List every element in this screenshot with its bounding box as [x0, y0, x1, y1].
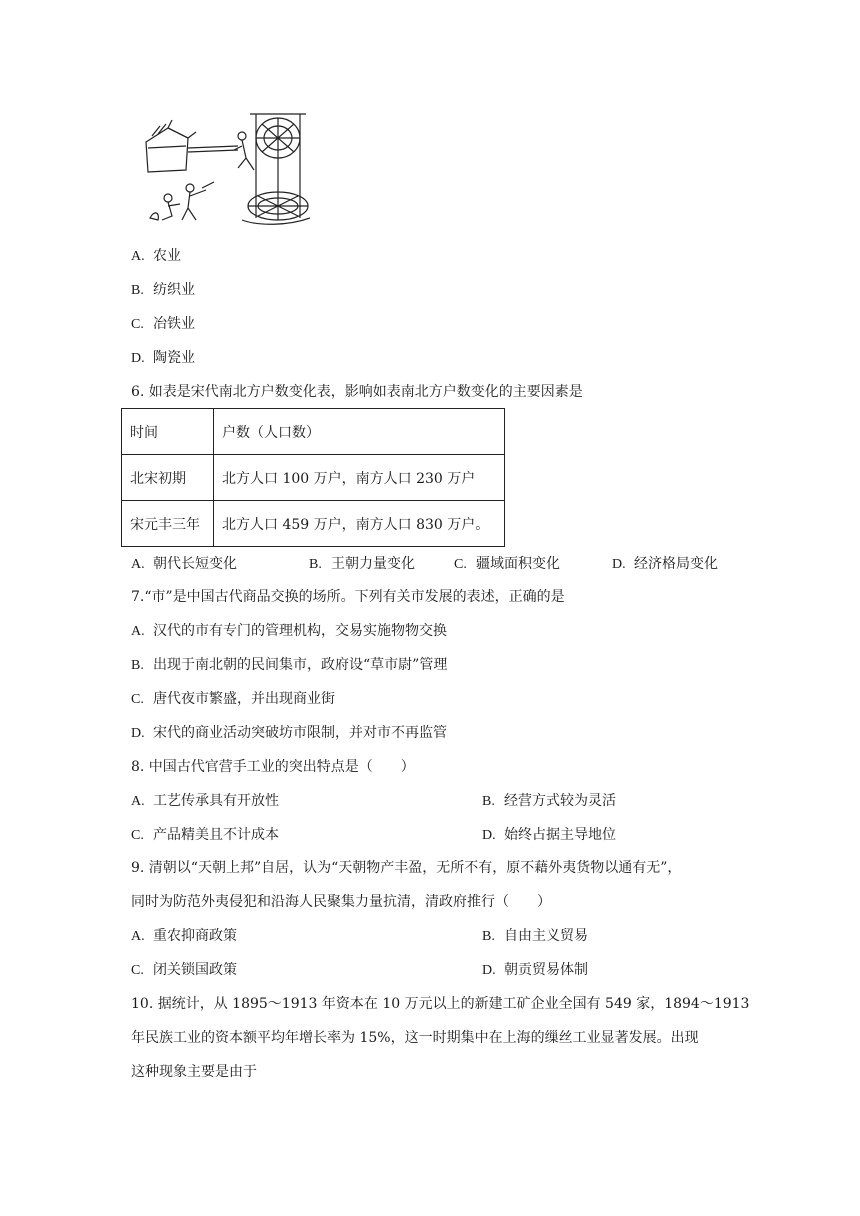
q5-option-d[interactable]: D. 陶瓷业: [131, 350, 195, 366]
q7-stem: 7.“市”是中国古代商品交换的场所。下列有关市发展的表述，正确的是: [131, 589, 565, 605]
q10-stem-line-2: 年民族工业的资本额平均年增长率为 15%，这一时期集中在上海的缫丝工业显著发展。出现: [131, 1030, 699, 1046]
table-header-cell: 户数（人口数）: [214, 409, 505, 455]
q7-option-d[interactable]: D. 宋代的商业活动突破坊市限制，并对市不再监管: [131, 725, 447, 741]
table-cell: 北方人口 459 万户，南方人口 830 万户。: [214, 501, 505, 547]
q6-option-a[interactable]: A. 朝代长短变化: [131, 556, 237, 572]
q7-option-c[interactable]: C. 唐代夜市繁盛，并出现商业街: [131, 691, 335, 707]
ancient-smelting-illustration: [138, 108, 310, 232]
table-cell: 北宋初期: [122, 455, 214, 501]
q8-option-b[interactable]: B. 经营方式较为灵活: [482, 793, 616, 809]
table-row: [122, 455, 505, 501]
q8-option-a[interactable]: A. 工艺传承具有开放性: [131, 793, 279, 809]
table-header-cell: 时间: [122, 409, 214, 455]
q6-option-c[interactable]: C. 疆域面积变化: [454, 556, 560, 572]
table-cell: 北方人口 100 万户，南方人口 230 万户: [214, 455, 505, 501]
q9-option-a[interactable]: A. 重农抑商政策: [131, 928, 237, 944]
q7-option-b[interactable]: B. 出现于南北朝的民间集市，政府设“草市尉”管理: [131, 657, 448, 673]
q8-stem: 8. 中国古代官营手工业的突出特点是（ ）: [131, 759, 415, 775]
q6-option-b[interactable]: B. 王朝力量变化: [309, 556, 415, 572]
q5-option-c[interactable]: C. 冶铁业: [131, 316, 195, 332]
q8-option-d[interactable]: D. 始终占据主导地位: [482, 827, 616, 843]
table-cell: 宋元丰三年: [122, 501, 214, 547]
q6-stem: 6. 如表是宋代南北方户数变化表，影响如表南北方户数变化的主要因素是: [131, 384, 583, 400]
q5-option-a[interactable]: A. 农业: [131, 248, 181, 264]
q5-option-b[interactable]: B. 纺织业: [131, 282, 195, 298]
q9-option-c[interactable]: C. 闭关锁国政策: [131, 962, 237, 978]
table-row: [122, 501, 505, 547]
table-row: [122, 409, 505, 455]
q10-stem-line-1: 10. 据统计，从 1895～1913 年资本在 10 万元以上的新建工矿企业全国有 549 家，1894～1913: [131, 996, 750, 1012]
q9-option-d[interactable]: D. 朝贡贸易体制: [482, 962, 588, 978]
q7-option-a[interactable]: A. 汉代的市有专门的管理机构，交易实施物物交换: [131, 623, 447, 639]
q10-stem-line-3: 这种现象主要是由于: [131, 1064, 257, 1080]
q9-stem-line-2: 同时为防范外夷侵犯和沿海人民聚集力量抗清，清政府推行（ ）: [131, 894, 551, 910]
q9-option-b[interactable]: B. 自由主义贸易: [482, 928, 588, 944]
q8-option-c[interactable]: C. 产品精美且不计成本: [131, 827, 279, 843]
q6-household-table: [121, 408, 505, 547]
q6-option-d[interactable]: D. 经济格局变化: [612, 556, 718, 572]
q9-stem-line-1: 9. 清朝以“天朝上邦”自居，认为“天朝物产丰盈，无所不有，原不藉外夷货物以通有无”，: [131, 860, 682, 876]
